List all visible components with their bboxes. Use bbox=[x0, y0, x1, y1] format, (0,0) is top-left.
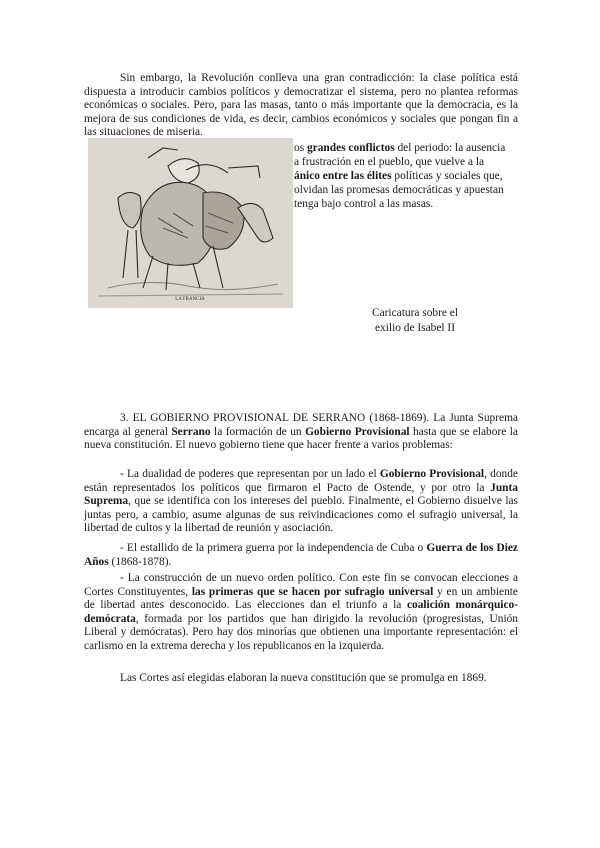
figure-caption bbox=[340, 306, 490, 336]
list-item-3: - La construcción de un nuevo orden político. Con este fin se convocan elecciones a Cortes Constituyentes, las primeras que se hacen por sufragio universal y en un ambiente de libertad antes desconocido. Las elecciones dan el triunfo a la coalición monárquico-demócrata, formada por los partidos que han dirigido la revolución (progresistas, Unión Liberal y demócratas). Pero hay dos minorías que obtienen una importante representación: el carlismo en la extrema derecha y los republicanos en la izquierda. bbox=[84, 572, 518, 652]
section-3-intro: 3. EL GOBIERNO PROVISIONAL DE SERRANO (1868-1869). La Junta Suprema encarga al general Serrano la formación de un Gobierno Provisional hasta que se elabore la nueva constitución. El nuevo gobierno tiene que hacer frente a varios problemas: bbox=[84, 412, 518, 452]
caricature-image bbox=[88, 138, 293, 308]
p2-line-5: tenga bajo control a las masas. bbox=[294, 198, 434, 210]
intro-paragraph-1: Sin embargo, la Revolución conlleva una gran contradicción: la clase política está dispuesta a introducir cambios políticos y democratizar el sistema, pero no plantea reformas económicas o sociales. Pero, para las masas, tanto o más importante que la democracia, es la mejora de sus condiciones de vida, es decir, cambios económicos y sociales que pongan fin a las situaciones de miseria. bbox=[84, 72, 518, 139]
caption-line-2: exilio de Isabel II bbox=[374, 322, 456, 334]
caricature-drawing bbox=[88, 138, 293, 308]
cartoon-label: LA FRANCIA bbox=[175, 297, 205, 302]
p2-line-3: ánico entre las élites políticas y sociales que, bbox=[294, 170, 503, 182]
list-item-1: - La dualidad de poderes que representan por un lado el Gobierno Provisional, donde están representados los políticos que firmaron el Pacto de Ostende, y por otro la Junta Suprema, que se identifica con los intereses del pueblo. Finalmente, el Gobierno disuelve las juntas pero, a cambio, asume algunas de sus reivindicaciones como el sufragio universal, la libertad de cultos y la libertad de reunión y asociación. bbox=[84, 468, 518, 535]
p2-line-4: olvidan las promesas democráticas y apuestan bbox=[294, 184, 504, 196]
caption-line-1: Caricatura sobre el bbox=[371, 307, 459, 319]
p2-line-2: a frustración en el pueblo, que vuelve a la bbox=[294, 156, 485, 168]
list-item-2: - El estallido de la primera guerra por la independencia de Cuba o Guerra de los Diez Años (1868-1878). bbox=[84, 542, 518, 568]
p2-line-1: os grandes conflictos del periodo: la ausencia bbox=[294, 142, 506, 154]
closing-paragraph: Las Cortes así elegidas elaboran la nueva constitución que se promulga en 1869. bbox=[120, 672, 487, 684]
